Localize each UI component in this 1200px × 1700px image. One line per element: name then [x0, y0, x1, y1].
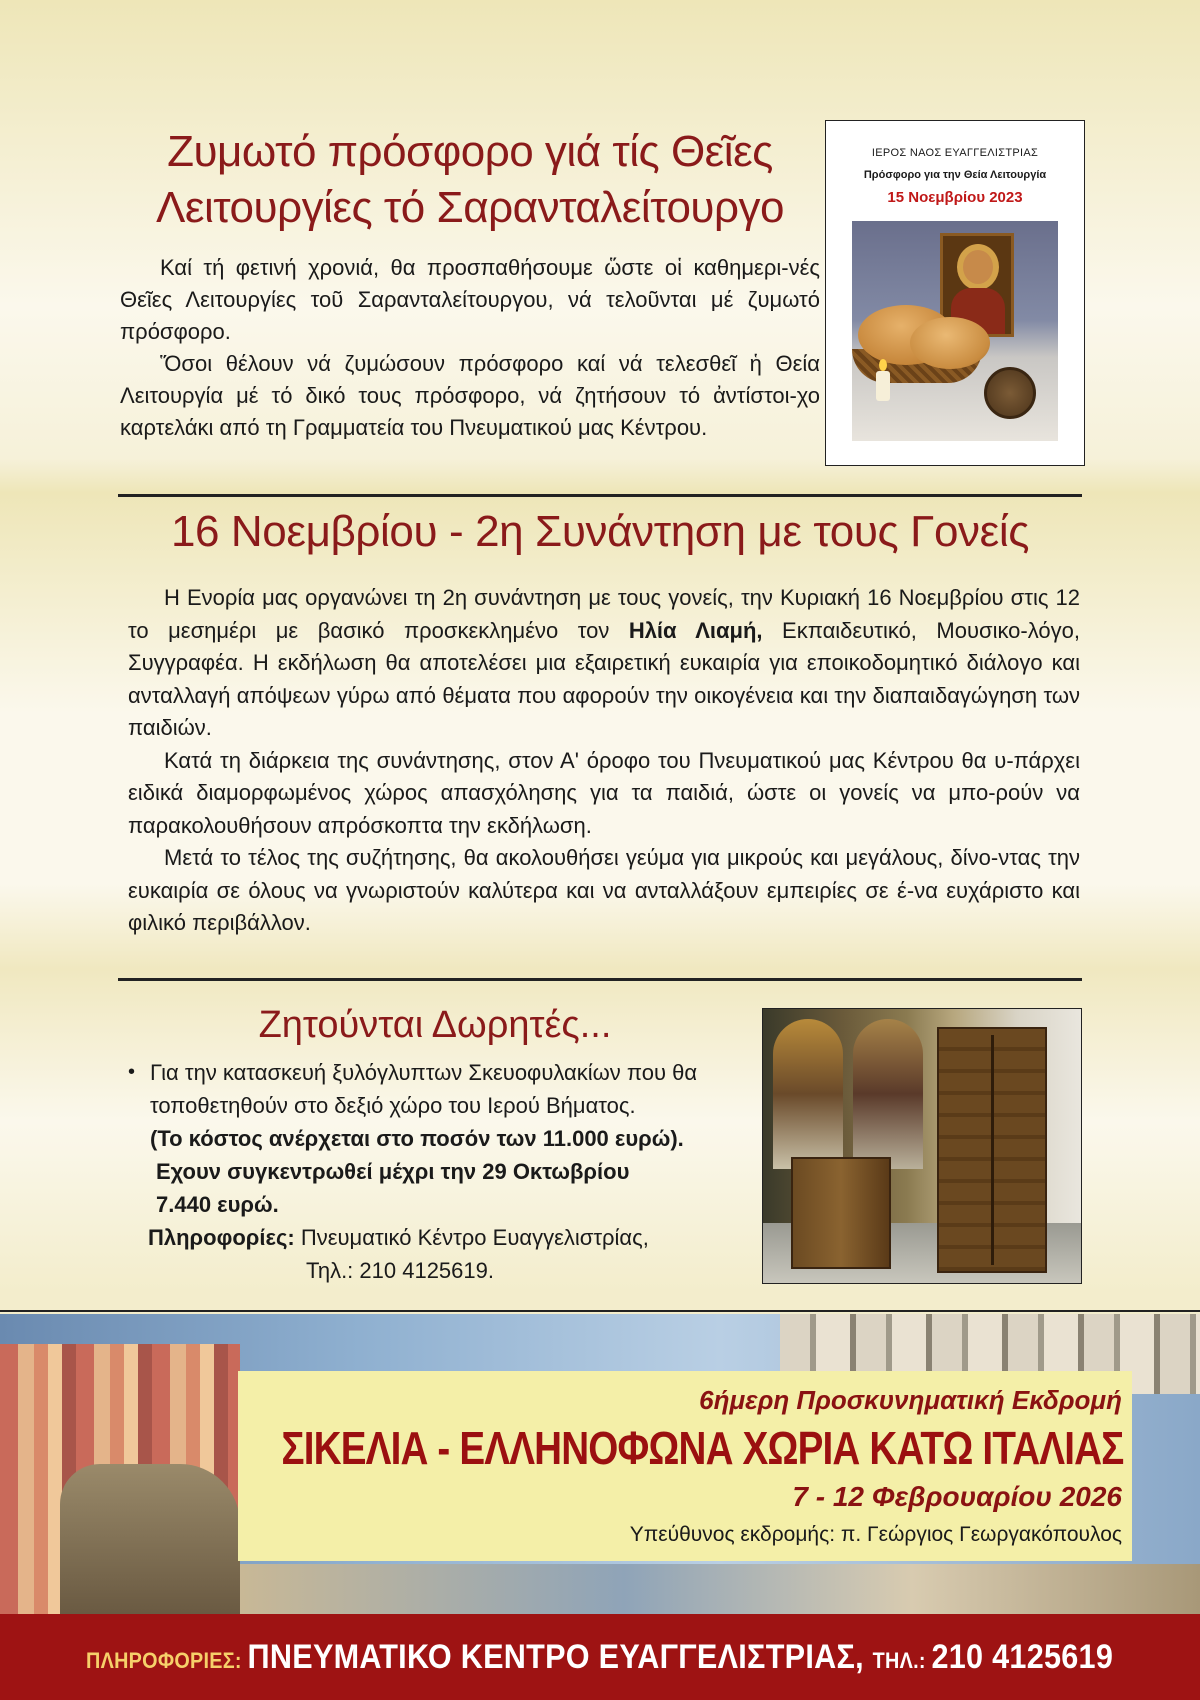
- trip-subtitle: 6ήμερη Προσκυνηματική Εκδρομή: [699, 1385, 1122, 1415]
- prosforo-bread-photo: [852, 221, 1058, 441]
- prosforo-title-line2: Λειτουργίες τό Σαρανταλείτουργο: [156, 183, 784, 232]
- prosforo-paragraph-2: Ὅσοι θέλουν νά ζυμώσουν πρόσφορο καί νά τελεσθεῖ ἡ Θεία Λειτουργία μέ τό δικό τους πρόσφορο, νά ζητήσουν τό ἀντίστοι-χο καρτελάκι από τη Γραμματεία του Πνευματικού μας Κέντρου.: [120, 351, 820, 440]
- trip-banner: [0, 1314, 1200, 1614]
- section-divider: [118, 978, 1082, 981]
- donors-title: Ζητούνται Δωρητές...: [258, 1004, 612, 1046]
- section-divider: [0, 1310, 1200, 1312]
- flyer-church-name: ΙΕΡΟΣ ΝΑΟΣ ΕΥΑΓΓΕΛΙΣΤΡΙΑΣ: [871, 147, 1039, 159]
- footer-center-name: ΠΝΕΥΜΑΤΙΚΟ ΚΕΝΤΡΟ ΕΥΑΓΓΕΛΙΣΤΡΙΑΣ,: [247, 1637, 874, 1676]
- fresco-saint: [773, 1019, 843, 1169]
- donors-phone: Τηλ.: 210 4125619.: [306, 1258, 494, 1283]
- donors-line-1: Για την κατασκευή ξυλόγλυπτων Σκευοφυλακίων που θα: [150, 1060, 698, 1085]
- parents-meeting-paragraph-3: Μετά το τέλος της συζήτησης, θα ακολουθήσει γεύμα για μικρούς και μεγάλους, δίνο-ντας την ευκαιρία σε όλους να γνωριστούν καλύτερα και να ανταλλάξουν εμπειρίες σε έ-να ευχάριστο και φιλικό περιβάλλον.: [128, 845, 1080, 935]
- parents-meeting-body: [128, 582, 1080, 940]
- candle-icon: [876, 371, 890, 401]
- donors-collected-amount: 7.440 ευρώ.: [156, 1192, 279, 1217]
- footer-label: ΠΛΗΡΟΦΟΡΙΕΣ:: [86, 1647, 248, 1673]
- donors-line-2: τοποθετηθούν στο δεξιό χώρο του Ιερού Βήματος.: [150, 1093, 636, 1118]
- donors-body: [128, 1056, 758, 1287]
- parents-meeting-title: 16 Νοεμβρίου - 2η Συνάντηση με τους Γονείς: [170, 507, 1030, 556]
- city-photo: [240, 1564, 1200, 1614]
- prosforo-section: [120, 110, 1080, 470]
- prosforo-flyer-image: [825, 120, 1085, 466]
- bread-loaf: [910, 317, 990, 369]
- section-divider: [118, 494, 1082, 497]
- footer-tel-label: ΤΗΛ.:: [873, 1647, 932, 1673]
- footer-phone: 210 4125619: [931, 1637, 1114, 1676]
- flyer-subtitle: Πρόσφορο για την Θεία Λειτουργία: [863, 169, 1047, 181]
- prosforo-body: [120, 252, 820, 444]
- info-footer: [0, 1614, 1200, 1700]
- bullet-icon: •: [128, 1061, 136, 1083]
- trip-info-panel: [238, 1371, 1132, 1561]
- donors-collected-label: Εχουν συγκεντρωθεί μέχρι την 29 Οκτωβρίου: [156, 1159, 630, 1184]
- carved-cabinet-tall: [937, 1027, 1047, 1273]
- parents-meeting-paragraph-1: Η Ενορία μας οργανώνει τη 2η συνάντηση με τους γονείς, την Κυριακή 16 Νοεμβρίου στις 12 το μεσημέρι με βασικό προσκεκλημένο τον Ηλία Λιαμή, Εκπαιδευτικό, Μουσικο-λόγο, Συγγραφέα. Η εκδήλωση θα αποτελέσει μια εξαιρετική ευκαιρία για εποικοδομητικό διάλογο και ανταλλαγή απόψεων γύρω από θέματα που αφορούν την οικογένεια και την διαπαιδαγώγηση των παιδιών.: [128, 585, 1080, 740]
- flyer-date: 15 Νοεμβρίου 2023: [887, 189, 1023, 206]
- cabinets-photo: [762, 1008, 1082, 1284]
- donors-info: Πληροφορίες: Πνευματικό Κέντρο Ευαγγελιστρίας,: [148, 1225, 649, 1250]
- trip-title: ΣΙΚΕΛΙΑ - ΕΛΛΗΝΟΦΩΝΑ ΧΩΡΙΑ ΚΑΤΩ ΙΤΑΛΙΑΣ: [281, 1422, 1124, 1474]
- donors-info-label: Πληροφορίες:: [148, 1225, 295, 1250]
- prosforo-title-line1: Ζυμωτό πρόσφορο γιά τίς Θεῖες: [167, 127, 773, 176]
- parents-meeting-paragraph-2: Κατά τη διάρκεια της συνάντησης, στον Α' όροφο του Πνευματικού μας Κέντρου θα υ-πάρχει ειδικά διαμορφωμένος χώρος απασχόλησης για τα παιδιά, ώστε οι γονείς να μπο-ρούν να παρακολουθήσουν απρόσκοπτα την εκδήλωση.: [128, 747, 1080, 838]
- prosforo-title: [120, 124, 820, 236]
- flame-icon: [879, 359, 887, 371]
- trip-dates: 7 - 12 Φεβρουαρίου 2026: [792, 1481, 1122, 1512]
- trip-leader: Υπεύθυνος εκδρομής: π. Γεώργιος Γεωργακόπουλος: [629, 1523, 1122, 1546]
- donors-cost: (Το κόστος ανέρχεται στο ποσόν των 11.000 ευρώ).: [150, 1126, 684, 1151]
- fresco-saint: [853, 1019, 923, 1169]
- speaker-name: Ηλία Λιαμή,: [628, 617, 763, 643]
- prosforo-paragraph-1: Καί τή φετινή χρονιά, θα προσπαθήσουμε ὥστε οἱ καθημερι-νές Θεῖες Λειτουργίες τοῦ Σαρανταλείτουργου, νά τελοῦνται μέ ζυμωτό πρόσφορο.: [120, 255, 820, 344]
- carved-cabinet-small: [791, 1157, 891, 1269]
- prosforo-seal: [984, 367, 1036, 419]
